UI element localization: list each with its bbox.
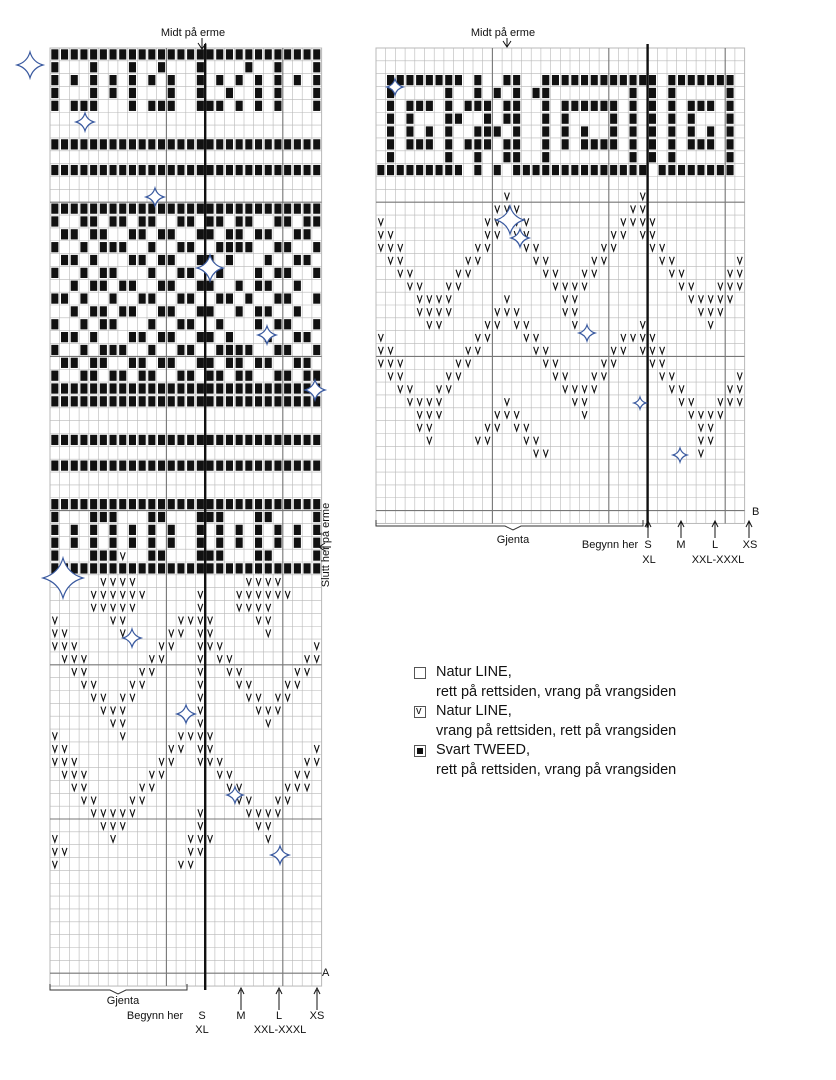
black-square-icon (414, 745, 426, 757)
legend-item-natur-rett (414, 663, 676, 702)
chart-b-size-m: M (676, 539, 686, 551)
chart-b-repeat-label: Gjenta (496, 534, 530, 546)
chart-b-size-xl: XL (642, 554, 656, 566)
legend-item-svart-tweed (414, 741, 676, 780)
chart-a-arrow-l (276, 988, 282, 1010)
legend (414, 663, 676, 780)
legend-item-title: Svart TWEED, (436, 742, 530, 758)
chart-b-grid (376, 44, 745, 527)
legend-item-natur-vrang (414, 702, 676, 741)
legend-item-description: vrang på rettsiden, rett på vrangsiden (436, 722, 677, 739)
chart-a-arrow-m (238, 988, 244, 1010)
chart-b-letter: B (752, 506, 760, 518)
chart-a-start-label: Begynn her (126, 1010, 184, 1022)
chart-a-end-label: Slutt her på erme (320, 502, 332, 588)
chart-b-mid-arrow (503, 38, 511, 47)
chart-a-repeat-label: Gjenta (106, 995, 140, 1007)
chart-b-size-xxl: XXL-XXXL (691, 554, 745, 566)
chart-b-size-l: L (711, 539, 719, 551)
chart-a-mid-label: Midt på erme (160, 27, 226, 39)
legend-item-description: rett på rettsiden, vrang på vrangsiden (436, 683, 677, 700)
chart-a-size-l: L (275, 1010, 283, 1022)
chart-b-arrow-xs (746, 521, 752, 538)
v-square-icon (414, 706, 426, 718)
legend-item-description: rett på rettsiden, vrang på vrangsiden (436, 761, 677, 778)
chart-b-mid-label: Midt på erme (470, 27, 536, 39)
chart-b-start-label: Begynn her (581, 539, 639, 551)
legend-item-title: Natur LINE, (436, 664, 512, 680)
chart-a-size-xs: XS (309, 1010, 325, 1022)
chart-a-arrow-xs (314, 988, 320, 1010)
chart-a-size-m: M (236, 1010, 246, 1022)
chart-a-letter: A (322, 967, 330, 979)
chart-a-size-s: S (198, 1010, 206, 1022)
chart-b-size-xs: XS (742, 539, 758, 551)
legend-item-title: Natur LINE, (436, 703, 512, 719)
chart-b-size-s: S (644, 539, 652, 551)
chart-a-size-xxl: XXL-XXXL (253, 1024, 307, 1036)
empty-square-icon (414, 667, 426, 679)
sparkle-icon (17, 52, 43, 78)
chart-a-size-xl: XL (195, 1024, 209, 1036)
